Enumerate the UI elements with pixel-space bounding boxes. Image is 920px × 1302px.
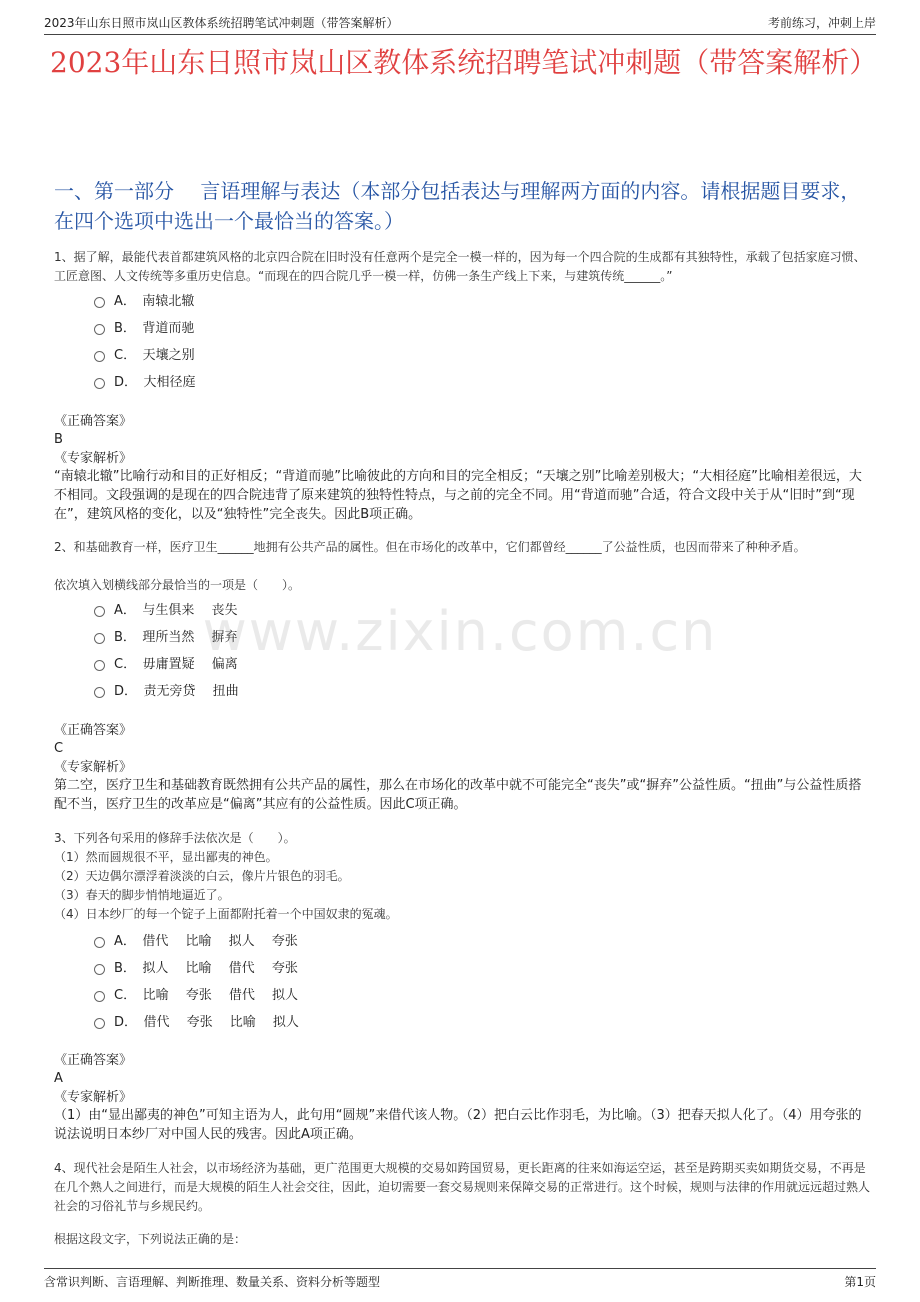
header-slogan: 考前练习，冲刺上岸 (767, 16, 876, 30)
section-heading: 一、第一部分 言语理解与表达（本部分包括表达与理解两方面的内容。请根据题目要求，在四个选项中选出一个最恰当的答案。） (54, 179, 861, 233)
document-title: 2023年山东日照市岚山区教体系统招聘笔试冲刺题（带答案解析） (50, 46, 878, 79)
question-3-line-2: （2）天边偶尔漂浮着淡淡的白云，像片片银色的羽毛。 (54, 869, 350, 883)
page-footer (44, 1268, 876, 1293)
radio-icon[interactable] (94, 324, 105, 335)
question-2-instruction: 依次填入划横线部分最恰当的一项是（ ）。 (54, 578, 301, 592)
answer-label: 《正确答案》 (54, 723, 133, 738)
question-2-answer: C (54, 741, 64, 756)
header-title: 2023年山东日照市岚山区教体系统招聘笔试冲刺题（带答案解析） (44, 16, 399, 30)
question-3-answer: A (54, 1071, 63, 1086)
question-3-line-3: （3）春天的脚步悄悄地逼近了。 (54, 888, 230, 902)
question-1-analysis: “南辕北辙”比喻行动和目的正好相反；“背道而驰”比喻彼此的方向和目的完全相反；“天壤之别”比喻差别极大；“大相径庭”比喻相差很远，大不相同。文段强调的是现在的四合院违背了原来建筑的独特性特点，与之前的完全不同。用“背道而驰”合适，符合文段中关于从“旧时”到“现在”，建筑风格的变化，以及“独特性”完全丧失。因此B项正确。 (54, 469, 862, 522)
page-number: 第1页 (844, 1275, 876, 1289)
answer-label: 《正确答案》 (54, 414, 133, 429)
analysis-label: 《专家解析》 (54, 1090, 133, 1105)
question-1-option-a[interactable]: A． 南辕北辙 (94, 290, 194, 309)
question-3-stem: 3、下列各句采用的修辞手法依次是（ ）。 (54, 831, 296, 845)
question-2-option-a[interactable]: A． 与生俱来 丧失 (94, 599, 238, 618)
radio-icon[interactable] (94, 991, 105, 1002)
radio-icon[interactable] (94, 297, 105, 308)
answer-label: 《正确答案》 (54, 1053, 133, 1068)
question-4-instruction: 根据这段文字，下列说法正确的是： (54, 1232, 247, 1246)
question-3-option-c[interactable]: C． 比喻 夸张 借代 拟人 (94, 984, 298, 1003)
question-3-option-d[interactable]: D． 借代 夸张 比喻 拟人 (94, 1011, 299, 1030)
question-2-option-d[interactable]: D． 责无旁贷 扭曲 (94, 680, 239, 699)
analysis-label: 《专家解析》 (54, 451, 133, 466)
radio-icon[interactable] (94, 351, 105, 362)
question-2-option-c[interactable]: C． 毋庸置疑 偏离 (94, 653, 238, 672)
analysis-label: 《专家解析》 (54, 760, 133, 775)
question-1-option-b[interactable]: B． 背道而驰 (94, 317, 194, 336)
footer-topics: 含常识判断、言语理解、判断推理、数量关系、资料分析等题型 (44, 1275, 381, 1289)
radio-icon[interactable] (94, 937, 105, 948)
question-1-stem: 1、据了解，最能代表首都建筑风格的北京四合院在旧时没有任意两个是完全一模一样的，因为每一个四合院的生成都有其独特性，承载了包括家庭习惯、工匠意图、人文传统等多重历史信息。“而现在的四合院几乎一模一样，仿佛一条生产线上下来，与建筑传统______。” (54, 250, 866, 283)
question-3-option-a[interactable]: A． 借代 比喻 拟人 夸张 (94, 930, 298, 949)
page-header (44, 10, 876, 35)
question-3-analysis: （1）由“显出鄙夷的神色”可知主语为人，此句用“圆规”来借代该人物。（2）把白云比作羽毛，为比喻。（3）把春天拟人化了。（4）用夸张的说法说明日本纱厂对中国人民的残害。因此A项正确。 (54, 1108, 862, 1142)
question-2-stem: 2、和基础教育一样，医疗卫生______地拥有公共产品的属性。但在市场化的改革中，它们都曾经______了公益性质，也因而带来了种种矛盾。 (54, 540, 806, 554)
radio-icon[interactable] (94, 378, 105, 389)
question-4-stem: 4、现代社会是陌生人社会，以市场经济为基础，更广范围更大规模的交易如跨国贸易，更长距离的往来如海运空运，甚至是跨期买卖如期货交易，不再是在几个熟人之间进行，而是大规模的陌生人社会交往，因此，迫切需要一套交易规则来保障交易的正常进行。这个时候，规则与法律的作用就远远超过熟人社会的习俗礼节与乡规民约。 (54, 1161, 871, 1213)
radio-icon[interactable] (94, 687, 105, 698)
question-1-option-c[interactable]: C． 天壤之别 (94, 344, 195, 363)
question-1-option-d[interactable]: D． 大相径庭 (94, 371, 196, 390)
question-1-answer: B (54, 432, 63, 447)
question-3-line-1: （1）然而圆规很不平，显出鄙夷的神色。 (54, 850, 278, 864)
watermark: www.zixin.com.cn (202, 600, 718, 663)
question-3-option-b[interactable]: B． 拟人 比喻 借代 夸张 (94, 957, 298, 976)
radio-icon[interactable] (94, 1018, 105, 1029)
radio-icon[interactable] (94, 964, 105, 975)
question-3-line-4: （4）日本纱厂的每一个锭子上面都附托着一个中国奴隶的冤魂。 (54, 907, 398, 921)
question-2-option-b[interactable]: B． 理所当然 摒弃 (94, 626, 238, 645)
question-2-analysis: 第二空，医疗卫生和基础教育既然拥有公共产品的属性，那么在市场化的改革中就不可能完全“丧失”或“摒弃”公益性质。“扭曲”与公益性质搭配不当，医疗卫生的改革应是“偏离”其应有的公益性质。因此C项正确。 (54, 778, 862, 812)
